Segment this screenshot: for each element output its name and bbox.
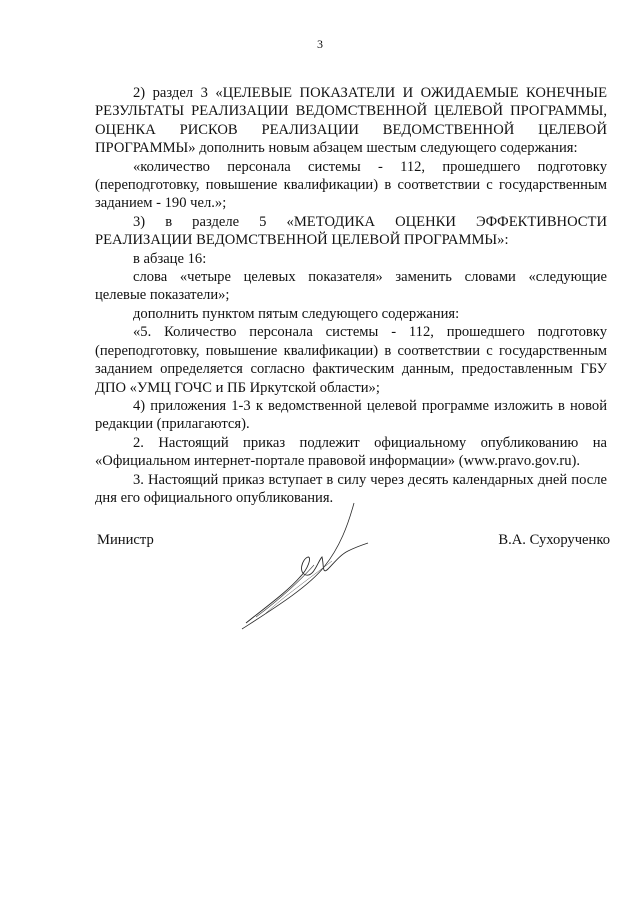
signer-name: В.А. Сухорученко: [498, 532, 610, 548]
paragraph-item-5-text: «5. Количество персонала системы - 112, прошедшего подготовку (переподготовку, повышение квалификации) в соответствии с государственным заданием определяется согласно фактическим данным, предоставленным ГБУ ДПО «УМЦ ГОЧС и ПБ Иркутской области»;: [95, 324, 607, 396]
paragraph-appendices: 4) приложения 1-3 к ведомственной целевой программе изложить в новой редакции (прилагаются).: [95, 397, 607, 433]
paragraph-add-item-5: дополнить пунктом пятым следующего содержания:: [133, 305, 460, 322]
page-number: 3: [317, 37, 323, 51]
paragraph-entry-into-force: 3. Настоящий приказ вступает в силу через десять календарных дней после дня его официального опубликования.: [95, 471, 607, 506]
paragraph-replace-words: слова «четыре целевых показателя» заменить словами «следующие целевые показатели»;: [95, 269, 607, 304]
paragraph-publication: 2. Настоящий приказ подлежит официальному опубликованию на «Официальном интернет-портале правовой информации» (www.pravo.gov.ru).: [95, 434, 607, 470]
paragraph-new-indicator-text: «количество персонала системы - 112, прошедшего подготовку (переподготовку, повышение квалификации) в соответствии с государственным заданием - 190 чел.»;: [95, 158, 607, 212]
signer-position: Министр: [97, 532, 154, 548]
document-body: [95, 84, 607, 507]
paragraph-abzats-16: в абзаце 16:: [133, 250, 207, 267]
paragraph-section-3-amendment: 2) раздел 3 «ЦЕЛЕВЫЕ ПОКАЗАТЕЛИ И ОЖИДАЕМЫЕ КОНЕЧНЫЕ РЕЗУЛЬТАТЫ РЕАЛИЗАЦИИ ВЕДОМСТВЕННОЙ ЦЕЛЕВОЙ ПРОГРАММЫ, ОЦЕНКА РИСКОВ РЕАЛИЗАЦИИ ВЕДОМСТВЕННОЙ ЦЕЛЕВОЙ ПРОГРАММЫ» дополнить новым абзацем шестым следующего содержания:: [95, 85, 607, 157]
paragraph-section-5-amendment: 3) в разделе 5 «МЕТОДИКА ОЦЕНКИ ЭФФЕКТИВНОСТИ РЕАЛИЗАЦИИ ВЕДОМСТВЕННОЙ ЦЕЛЕВОЙ ПРОГРАММЫ»:: [95, 213, 607, 249]
handwritten-signature: [236, 495, 386, 635]
